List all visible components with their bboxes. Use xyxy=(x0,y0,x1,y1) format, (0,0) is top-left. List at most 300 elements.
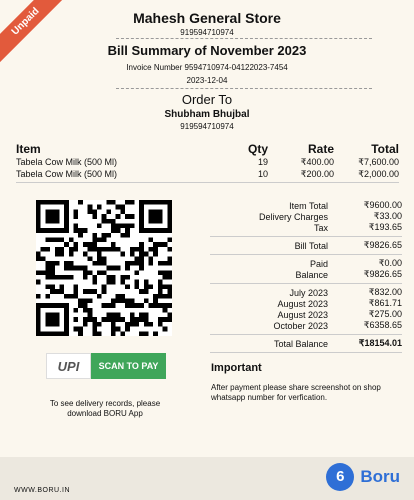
qr-module xyxy=(134,303,139,308)
summary-title: Bill Summary of November 2023 xyxy=(107,43,307,58)
qr-module xyxy=(130,303,135,308)
qr-module xyxy=(50,317,55,322)
qr-module xyxy=(139,261,144,266)
cell-rate: ₹200.00 xyxy=(300,168,334,179)
qr-module xyxy=(92,322,97,327)
qr-module xyxy=(88,289,93,294)
tax-row xyxy=(210,222,402,233)
qr-module xyxy=(92,214,97,219)
value: ₹9826.65 xyxy=(363,269,402,279)
qr-module xyxy=(102,233,107,238)
footer xyxy=(0,457,414,500)
qr-module xyxy=(144,313,149,318)
upi-logo-icon: UPI xyxy=(46,353,91,379)
qr-module xyxy=(74,294,79,299)
store-phone: 919594710974 xyxy=(180,28,234,37)
qr-module xyxy=(45,313,50,318)
qr-module xyxy=(78,266,83,271)
qr-module xyxy=(36,256,41,261)
qr-module xyxy=(139,228,144,233)
qr-module xyxy=(106,317,111,322)
qr-module xyxy=(74,247,79,252)
qr-module xyxy=(55,289,60,294)
qr-module xyxy=(106,233,111,238)
qr-module xyxy=(41,200,46,205)
qr-module xyxy=(36,317,41,322)
qr-module xyxy=(158,219,163,224)
qr-module xyxy=(158,317,163,322)
qr-module xyxy=(158,200,163,205)
qr-module xyxy=(130,298,135,303)
qr-module xyxy=(50,266,55,271)
qr-module xyxy=(74,209,79,214)
qr-module xyxy=(36,327,41,332)
label: Tax xyxy=(313,222,328,233)
qr-module xyxy=(134,280,139,285)
qr-module xyxy=(97,223,102,228)
qr-module xyxy=(153,200,158,205)
qr-module xyxy=(64,242,69,247)
qr-module xyxy=(163,242,168,247)
qr-module xyxy=(116,317,121,322)
qr-module xyxy=(144,298,149,303)
qr-module xyxy=(55,261,60,266)
qr-module xyxy=(144,331,149,336)
qr-module xyxy=(125,284,130,289)
qr-module xyxy=(92,289,97,294)
qr-module xyxy=(55,275,60,280)
qr-module xyxy=(69,238,74,243)
qr-module xyxy=(149,256,154,261)
qr-module xyxy=(130,252,135,257)
qr-module xyxy=(102,303,107,308)
qr-module xyxy=(102,261,107,266)
qr-module xyxy=(97,261,102,266)
qr-module xyxy=(50,219,55,224)
qr-module xyxy=(55,238,60,243)
qr-module xyxy=(106,275,111,280)
qr-module xyxy=(36,219,41,224)
month-row xyxy=(210,320,402,331)
qr-module xyxy=(120,331,125,336)
qr-module xyxy=(139,252,144,257)
qr-module xyxy=(55,209,60,214)
qr-module xyxy=(158,214,163,219)
qr-module xyxy=(130,247,135,252)
value: ₹18154.01 xyxy=(358,338,402,348)
qr-module xyxy=(111,275,116,280)
cell-qty: 19 xyxy=(257,157,268,167)
qr-module xyxy=(120,209,125,214)
qr-module xyxy=(167,214,172,219)
qr-module xyxy=(144,200,149,205)
bill-total-row xyxy=(210,240,402,251)
scan-to-pay-label: SCAN TO PAY xyxy=(91,353,166,379)
qr-module xyxy=(74,284,79,289)
bill-summary xyxy=(0,43,414,85)
qr-module xyxy=(97,294,102,299)
qr-module xyxy=(64,294,69,299)
qr-module xyxy=(163,261,168,266)
label: August 2023 xyxy=(277,298,328,309)
qr-module xyxy=(83,303,88,308)
balance-row xyxy=(210,269,402,280)
qr-module xyxy=(59,200,64,205)
qr-module xyxy=(41,270,46,275)
qr-module xyxy=(116,223,121,228)
qr-module xyxy=(139,266,144,271)
qr-module xyxy=(88,242,93,247)
qr-module xyxy=(36,322,41,327)
qr-module xyxy=(64,303,69,308)
qr-module xyxy=(167,209,172,214)
qr-module xyxy=(97,270,102,275)
qr-module xyxy=(163,294,168,299)
qr-module xyxy=(144,317,149,322)
qr-module xyxy=(92,280,97,285)
qr-module xyxy=(83,266,88,271)
qr-module xyxy=(50,214,55,219)
qr-module xyxy=(163,275,168,280)
value: ₹9826.65 xyxy=(363,240,402,250)
qr-module xyxy=(78,233,83,238)
qr-module xyxy=(139,214,144,219)
qr-module xyxy=(64,317,69,322)
qr-module xyxy=(55,247,60,252)
qr-module xyxy=(116,313,121,318)
qr-module xyxy=(102,284,107,289)
qr-module xyxy=(36,214,41,219)
qr-module xyxy=(59,284,64,289)
qr-module xyxy=(167,313,172,318)
qr-module xyxy=(69,261,74,266)
qr-module xyxy=(167,205,172,210)
qr-module xyxy=(55,200,60,205)
qr-module xyxy=(158,289,163,294)
qr-module xyxy=(149,214,154,219)
qr-module xyxy=(83,289,88,294)
header-qty: Qty xyxy=(247,142,268,156)
qr-module xyxy=(106,266,111,271)
qr-module xyxy=(134,284,139,289)
qr-module xyxy=(167,270,172,275)
header-total: Total xyxy=(371,142,399,156)
qr-module xyxy=(41,228,46,233)
qr-module xyxy=(88,298,93,303)
qr-module xyxy=(120,280,125,285)
month-row xyxy=(210,309,402,320)
qr-module xyxy=(92,233,97,238)
qr-module xyxy=(97,331,102,336)
qr-module xyxy=(149,238,154,243)
qr-module xyxy=(116,266,121,271)
website-link[interactable]: WWW.BORU.IN xyxy=(14,487,71,494)
qr-module xyxy=(120,233,125,238)
qr-module xyxy=(130,200,135,205)
qr-module xyxy=(158,294,163,299)
qr-module xyxy=(50,331,55,336)
qr-module xyxy=(134,317,139,322)
qr-module xyxy=(74,327,79,332)
qr-module xyxy=(149,228,154,233)
qr-module xyxy=(36,294,41,299)
qr-module xyxy=(106,247,111,252)
qr-module xyxy=(116,294,121,299)
qr-module xyxy=(120,275,125,280)
qr-module xyxy=(97,238,102,243)
invoice-date: 2023-12-04 xyxy=(186,76,228,85)
qr-module xyxy=(97,205,102,210)
qr-module xyxy=(163,308,168,313)
qr-module xyxy=(45,219,50,224)
qr-module xyxy=(153,209,158,214)
qr-module xyxy=(149,261,154,266)
qr-module xyxy=(111,247,116,252)
divider xyxy=(116,88,372,89)
qr-module xyxy=(59,228,64,233)
qr-module xyxy=(158,280,163,285)
store-header xyxy=(0,10,414,37)
qr-module xyxy=(78,331,83,336)
qr-module xyxy=(120,223,125,228)
qr-module xyxy=(97,322,102,327)
qr-module xyxy=(88,256,93,261)
qr-module xyxy=(88,317,93,322)
qr-module xyxy=(130,317,135,322)
qr-module xyxy=(36,205,41,210)
qr-module xyxy=(139,331,144,336)
qr-module xyxy=(149,209,154,214)
cell-qty: 10 xyxy=(257,169,268,179)
qr-module xyxy=(120,298,125,303)
qr-module xyxy=(116,214,121,219)
qr-module xyxy=(64,275,69,280)
qr-module xyxy=(92,238,97,243)
qr-module xyxy=(74,242,79,247)
qr-module xyxy=(36,308,41,313)
qr-module xyxy=(111,200,116,205)
label: Total Balance xyxy=(273,338,328,349)
qr-module xyxy=(130,223,135,228)
total-balance-row xyxy=(210,338,402,349)
qr-module xyxy=(64,209,69,214)
unpaid-ribbon: Unpaid xyxy=(0,0,68,64)
qr-module xyxy=(153,242,158,247)
qr-module xyxy=(153,294,158,299)
qr-module xyxy=(92,331,97,336)
qr-module xyxy=(36,200,41,205)
label: October 2023 xyxy=(273,320,328,331)
cell-total: ₹2,000.00 xyxy=(358,168,399,179)
qr-module xyxy=(158,303,163,308)
qr-module xyxy=(55,317,60,322)
qr-module xyxy=(163,303,168,308)
value: ₹9600.00 xyxy=(363,200,402,210)
qr-module xyxy=(111,298,116,303)
qr-module xyxy=(153,303,158,308)
qr-module xyxy=(45,238,50,243)
qr-module xyxy=(163,284,168,289)
qr-module xyxy=(149,200,154,205)
qr-module xyxy=(144,289,149,294)
qr-module xyxy=(134,261,139,266)
qr-module xyxy=(158,270,163,275)
store-name: Mahesh General Store xyxy=(133,10,281,26)
qr-module xyxy=(120,294,125,299)
qr-module xyxy=(130,261,135,266)
qr-module xyxy=(45,200,50,205)
qr-module xyxy=(59,303,64,308)
qr-module xyxy=(97,247,102,252)
label: Delivery Charges xyxy=(258,211,328,222)
qr-module xyxy=(55,303,60,308)
qr-module xyxy=(92,275,97,280)
qr-module xyxy=(55,228,60,233)
value: ₹6358.65 xyxy=(363,320,402,330)
value: ₹275.00 xyxy=(368,309,402,319)
qr-module xyxy=(36,270,41,275)
qr-module xyxy=(167,275,172,280)
qr-module xyxy=(92,209,97,214)
qr-module xyxy=(167,289,172,294)
qr-module xyxy=(149,284,154,289)
qr-module xyxy=(139,289,144,294)
qr-module xyxy=(69,252,74,257)
qr-module xyxy=(167,261,172,266)
qr-module xyxy=(167,284,172,289)
qr-module xyxy=(149,247,154,252)
value: ₹861.71 xyxy=(368,298,402,308)
qr-module xyxy=(64,219,69,224)
qr-module xyxy=(36,209,41,214)
qr-module xyxy=(153,331,158,336)
qr-module xyxy=(45,317,50,322)
qr-module xyxy=(50,275,55,280)
payment-qr-code xyxy=(36,200,172,336)
order-to xyxy=(0,92,414,131)
qr-module xyxy=(163,200,168,205)
qr-module xyxy=(74,317,79,322)
month-row xyxy=(210,287,402,298)
qr-module xyxy=(106,219,111,224)
qr-module xyxy=(45,322,50,327)
qr-module xyxy=(116,205,121,210)
qr-module xyxy=(163,327,168,332)
divider xyxy=(116,38,372,39)
qr-module xyxy=(139,209,144,214)
qr-module xyxy=(50,270,55,275)
qr-module xyxy=(125,266,130,271)
qr-module xyxy=(139,200,144,205)
qr-module xyxy=(111,223,116,228)
qr-module xyxy=(92,242,97,247)
qr-module xyxy=(144,280,149,285)
qr-module xyxy=(59,252,64,257)
qr-module xyxy=(64,313,69,318)
qr-module xyxy=(78,228,83,233)
qr-module xyxy=(106,313,111,318)
qr-module xyxy=(74,266,79,271)
qr-module xyxy=(45,261,50,266)
qr-module xyxy=(139,205,144,210)
qr-module xyxy=(69,247,74,252)
divider xyxy=(210,352,402,353)
qr-module xyxy=(153,219,158,224)
app-download-note: To see delivery records, please download BORU App xyxy=(49,399,161,418)
qr-module xyxy=(41,256,46,261)
qr-module xyxy=(163,228,168,233)
qr-module xyxy=(125,327,130,332)
divider xyxy=(210,334,402,335)
divider xyxy=(210,236,402,237)
qr-module xyxy=(102,256,107,261)
qr-module xyxy=(88,205,93,210)
qr-module xyxy=(50,313,55,318)
brand-name: Boru xyxy=(360,467,400,486)
qr-module xyxy=(83,252,88,257)
items-table xyxy=(16,138,399,183)
qr-module xyxy=(153,214,158,219)
qr-module xyxy=(158,209,163,214)
qr-module xyxy=(78,327,83,332)
qr-module xyxy=(83,317,88,322)
qr-module xyxy=(36,303,41,308)
qr-module xyxy=(92,247,97,252)
qr-module xyxy=(106,200,111,205)
qr-module xyxy=(163,317,168,322)
qr-module xyxy=(102,270,107,275)
qr-module xyxy=(158,228,163,233)
qr-module xyxy=(88,209,93,214)
qr-module xyxy=(97,252,102,257)
qr-module xyxy=(139,247,144,252)
label: July 2023 xyxy=(289,287,328,298)
qr-module xyxy=(50,303,55,308)
qr-module xyxy=(116,228,121,233)
qr-module xyxy=(36,228,41,233)
qr-module xyxy=(111,317,116,322)
value: ₹33.00 xyxy=(373,211,402,221)
brand-logo xyxy=(326,463,400,491)
qr-module xyxy=(102,289,107,294)
qr-module xyxy=(55,219,60,224)
qr-module xyxy=(45,303,50,308)
qr-module xyxy=(88,308,93,313)
qr-module xyxy=(134,322,139,327)
qr-module xyxy=(111,303,116,308)
qr-module xyxy=(167,294,172,299)
qr-module xyxy=(139,242,144,247)
qr-module xyxy=(36,223,41,228)
qr-module xyxy=(125,223,130,228)
qr-module xyxy=(120,317,125,322)
qr-module xyxy=(102,219,107,224)
qr-module xyxy=(50,238,55,243)
qr-module xyxy=(92,261,97,266)
qr-module xyxy=(153,228,158,233)
qr-module xyxy=(55,313,60,318)
qr-module xyxy=(64,261,69,266)
qr-module xyxy=(120,205,125,210)
qr-module xyxy=(45,270,50,275)
qr-module xyxy=(167,200,172,205)
qr-module xyxy=(158,284,163,289)
qr-module xyxy=(125,275,130,280)
qr-module xyxy=(55,214,60,219)
qr-module xyxy=(64,266,69,271)
qr-module xyxy=(50,261,55,266)
qr-module xyxy=(64,228,69,233)
